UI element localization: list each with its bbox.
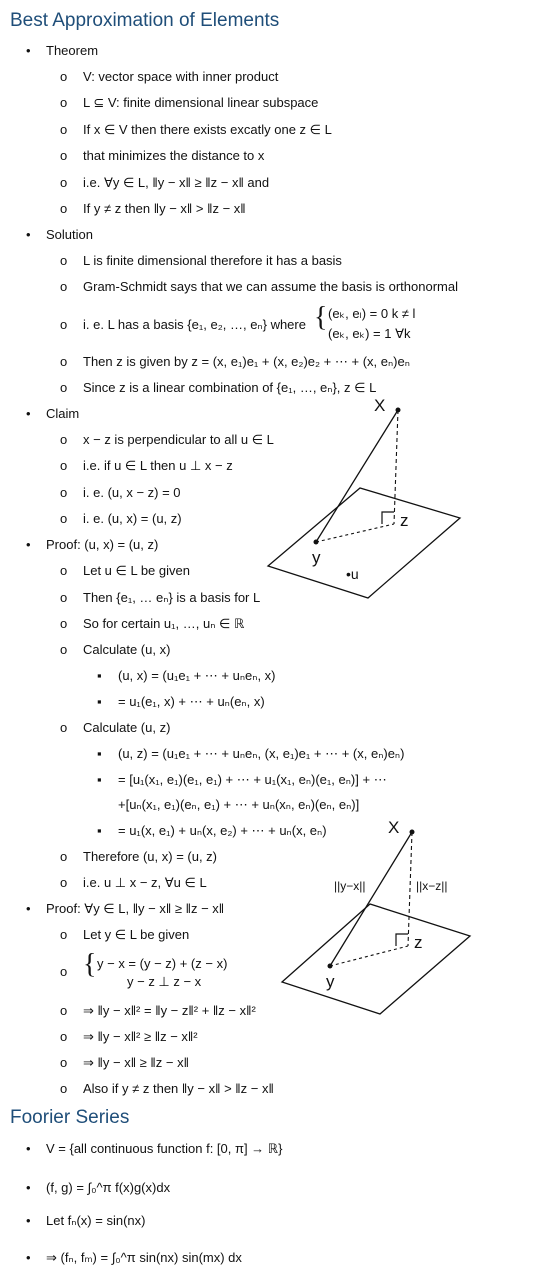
bullet: •: [26, 1213, 31, 1228]
bullet: o: [60, 849, 68, 864]
proof1-label: Proof: (u, x) = (u, z): [46, 537, 159, 552]
bullet: o: [60, 432, 68, 447]
fourier-item: ⇒ (fₙ, fₘ) = ∫₀^π sin(nx) sin(mx) dx: [46, 1250, 242, 1265]
solution-item: Since z is a linear combination of {e₁, …, eₙ}, z ∈ L: [83, 380, 377, 395]
calc-line: +[uₙ(x₁, e₁)(eₙ, e₁) + ⋯ + uₙ(xₙ, eₙ)(eₙ, eₙ)]: [118, 797, 360, 812]
theorem-item: V: vector space with inner product: [83, 69, 279, 84]
theorem-item: L ⊆ V: finite dimensional linear subspace: [83, 95, 319, 110]
bullet: •: [26, 1250, 31, 1265]
bullet: •: [26, 537, 31, 552]
proof2-item: ⇒ ‖y − x‖ ≥ ‖z − x‖: [83, 1055, 189, 1070]
bullet: o: [60, 458, 68, 473]
proof1-therefore: Therefore (u, x) = (u, z): [83, 849, 218, 864]
cases-brace: {: [83, 949, 97, 980]
point-y: [328, 964, 333, 969]
claim-label: Claim: [46, 406, 80, 421]
bullet: o: [60, 511, 68, 526]
cases-line: (eₖ, eₖ) = 1 ∀k: [328, 326, 411, 341]
bullet: o: [60, 175, 68, 190]
proof2-item: Let y ∈ L be given: [83, 927, 190, 942]
bullet: ▪: [97, 772, 102, 787]
bullet: o: [60, 380, 68, 395]
bullet: •: [26, 901, 31, 916]
figure-label-x: X: [374, 396, 386, 415]
cases-line: y − z ⊥ z − x: [127, 974, 202, 989]
calc-line: (u, z) = (u₁e₁ + ⋯ + uₙeₙ, (x, e₁)e₁ + ⋯ + (x, eₙ)eₙ): [118, 746, 405, 761]
bullet: •: [26, 406, 31, 421]
bullet: o: [60, 642, 68, 657]
bullet: ▪: [97, 668, 102, 683]
calc-line: = u₁(e₁, x) + ⋯ + uₙ(eₙ, x): [118, 694, 265, 709]
bullet: o: [60, 69, 68, 84]
bullet: o: [60, 354, 68, 369]
proof1-item: Then {e₁, … eₙ} is a basis for L: [83, 590, 261, 605]
figure2-label-z: z: [414, 933, 423, 952]
bullet: o: [60, 95, 68, 110]
bullet: o: [60, 1081, 68, 1096]
proof1-item: So for certain u₁, …, uₙ ∈ ℝ: [83, 616, 245, 631]
figure2-label-y: y: [326, 972, 335, 991]
bullet: •: [26, 1141, 31, 1156]
bullet: o: [60, 485, 68, 500]
bullet: •: [26, 1180, 31, 1195]
section-title: Foorier Series: [10, 1107, 130, 1128]
claim-item: i.e. if u ∈ L then u ⊥ x − z: [83, 458, 233, 473]
bullet: o: [60, 1003, 68, 1018]
fourier-item: V = {all continuous function f: [0, π] → ℝ}: [46, 1141, 283, 1156]
bullet: ▪: [97, 694, 102, 709]
claim-item: i. e. (u, x) = (u, z): [83, 511, 182, 526]
proof1-item: Calculate (u, x): [83, 642, 171, 657]
theorem-item: i.e. ∀y ∈ L, ‖y − x‖ ≥ ‖z − x‖ and: [83, 175, 270, 190]
figure2-label-x: X: [388, 818, 400, 837]
claim-item: i. e. (u, x − z) = 0: [83, 485, 181, 500]
bullet: o: [60, 253, 68, 268]
solution-item: Then z is given by z = (x, e₁)e₁ + (x, e₂)e₂ + ⋯ + (x, eₙ)eₙ: [83, 354, 410, 369]
right-angle-mark: [396, 934, 408, 946]
bullet: o: [60, 875, 68, 890]
proof1-item: Let u ∈ L be given: [83, 563, 190, 578]
figure2-label-xz: ||x−z||: [416, 879, 448, 893]
solution-item: L is finite dimensional therefore it has a basis: [83, 253, 342, 268]
bullet: •: [26, 227, 31, 242]
figure-label-u: •u: [346, 566, 359, 582]
cases-brace: {: [314, 302, 328, 333]
bullet: o: [60, 590, 68, 605]
cases-line: (eₖ, eₗ) = 0 k ≠ l: [328, 306, 416, 321]
fourier-item: (f, g) = ∫₀^π f(x)g(x)dx: [46, 1180, 171, 1195]
claim-item: x − z is perpendicular to all u ∈ L: [83, 432, 274, 447]
bullet: o: [60, 616, 68, 631]
theorem-item: If x ∈ V then there exists excatly one z ∈ L: [83, 122, 332, 137]
section-title: Best Approximation of Elements: [10, 10, 280, 31]
bullet: o: [60, 563, 68, 578]
segment-y-x: [330, 832, 412, 966]
figure-label-y: y: [312, 548, 321, 567]
proof2-item: Also if y ≠ z then ‖y − x‖ > ‖z − x‖: [83, 1081, 274, 1096]
theorem-item: If y ≠ z then ‖y − x‖ > ‖z − x‖: [83, 201, 246, 216]
calc-line: = [u₁(x₁, e₁)(e₁, e₁) + ⋯ + u₁(x₁, eₙ)(e₁, eₙ)] + ⋯: [118, 772, 387, 787]
bullet: o: [60, 201, 68, 216]
solution-item: i. e. L has a basis {e₁, e₂, …, eₙ} where: [83, 317, 306, 332]
segment-y-z: [330, 946, 408, 966]
proof2-label: Proof: ∀y ∈ L, ‖y − x‖ ≥ ‖z − x‖: [46, 901, 225, 916]
proof1-calc-label: Calculate (u, z): [83, 720, 171, 735]
bullet: ▪: [97, 746, 102, 761]
figure-label-z: z: [400, 511, 409, 530]
calc-line: (u, x) = (u₁e₁ + ⋯ + uₙeₙ, x): [118, 668, 276, 683]
bullet: o: [60, 720, 68, 735]
proof1-ie: i.e. u ⊥ x − z, ∀u ∈ L: [83, 875, 207, 890]
cases-line: y − x = (y − z) + (z − x): [97, 956, 228, 971]
bullet: o: [60, 1029, 68, 1044]
bullet: o: [60, 964, 68, 979]
bullet: o: [60, 279, 68, 294]
bullet: o: [60, 148, 68, 163]
point-x: [410, 830, 415, 835]
proof2-item: ⇒ ‖y − x‖² ≥ ‖z − x‖²: [83, 1029, 198, 1044]
calc-line: = u₁(x, e₁) + uₙ(x, e₂) + ⋯ + uₙ(x, eₙ): [118, 823, 327, 838]
theorem-item: that minimizes the distance to x: [83, 148, 265, 163]
figure2-label-yx: ||y−x||: [334, 879, 366, 893]
plane: [282, 904, 470, 1014]
fourier-item: Let fₙ(x) = sin(nx): [46, 1213, 146, 1228]
solution-item: Gram-Schmidt says that we can assume the basis is orthonormal: [83, 279, 458, 294]
bullet: o: [60, 122, 68, 137]
proof2-item: ⇒ ‖y − x‖² = ‖y − z‖² + ‖z − x‖²: [83, 1003, 256, 1018]
bullet: o: [60, 927, 68, 942]
bullet: o: [60, 1055, 68, 1070]
bullet: •: [26, 43, 31, 58]
bullet: ▪: [97, 823, 102, 838]
solution-label: Solution: [46, 227, 93, 242]
segment-z-x: [408, 832, 412, 946]
bullet: o: [60, 317, 68, 332]
theorem-label: Theorem: [46, 43, 99, 58]
